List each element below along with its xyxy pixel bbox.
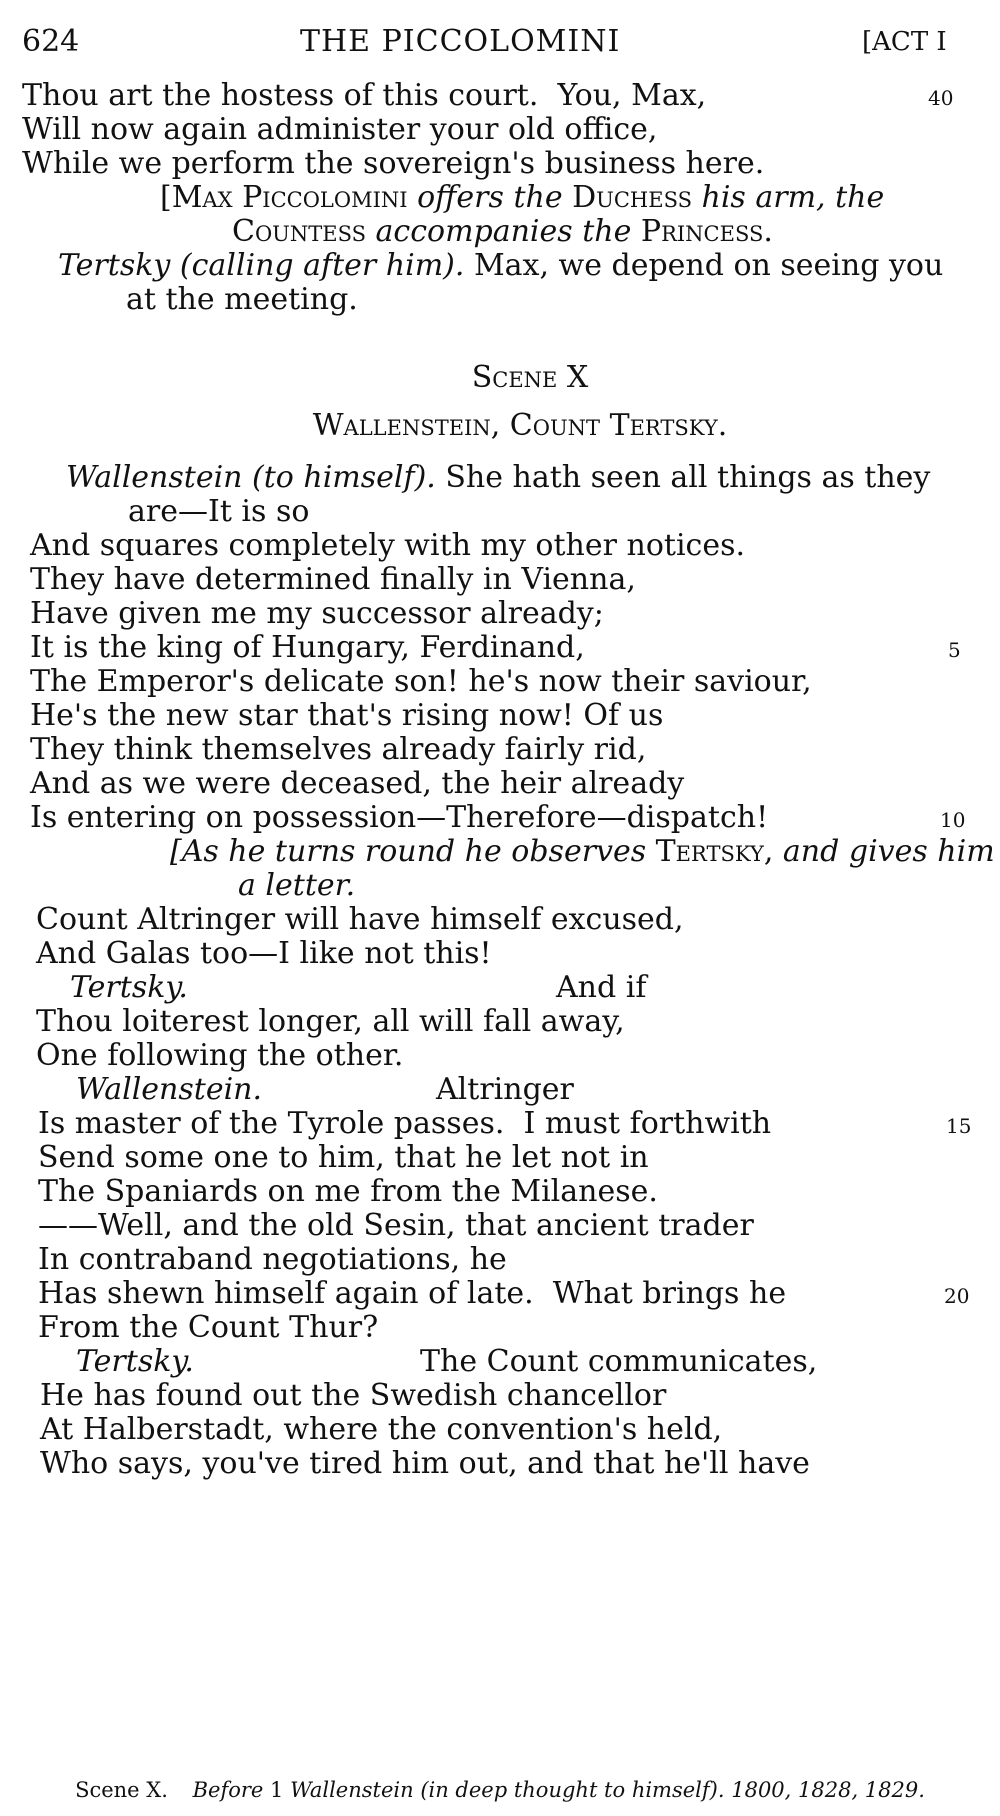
stage-direction: [As he turns round he observes Tertsky, and gives him — [170, 834, 995, 869]
speaker-name: Tertsky (calling after him). — [58, 248, 465, 283]
speech-wallenstein: Wallenstein (to himself). She hath seen all things as they — [66, 460, 931, 495]
verse-line: at the meeting. — [126, 282, 358, 317]
stage-direction: [Max Piccolomini offers the Duchess his arm, the — [160, 180, 885, 215]
verse-line: are—It is so — [128, 494, 310, 529]
verse-line: ——Well, and the old Sesin, that ancient trader — [38, 1208, 754, 1243]
verse-line: He has found out the Swedish chancellor — [40, 1378, 667, 1413]
verse-line: From the Count Thur? — [38, 1310, 379, 1345]
verse-line: They think themselves already fairly rid, — [30, 732, 647, 767]
verse-line: He's the new star that's rising now! Of us — [30, 698, 664, 733]
verse-line: The Count communicates, — [420, 1344, 818, 1379]
verse-line: And Galas too—I like not this! — [36, 936, 492, 971]
verse-line: They have determined finally in Vienna, — [30, 562, 636, 597]
speaker-name: Tertsky. — [70, 970, 188, 1005]
verse-line: One following the other. — [36, 1038, 404, 1073]
verse-line: Is master of the Tyrole passes. I must forthwith — [38, 1106, 772, 1141]
act-label: [ACT I — [862, 27, 947, 57]
speech-tertsky: Tertsky (calling after him). Max, we depend on seeing you — [58, 248, 944, 283]
verse-line: The Spaniards on me from the Milanese. — [38, 1174, 658, 1209]
speaker-name: Tertsky. — [76, 1344, 194, 1379]
line-number: 5 — [948, 638, 961, 662]
verse-line: And squares completely with my other notices. — [30, 528, 746, 563]
speaker-name: Wallenstein (to himself). — [66, 460, 436, 495]
line-number: 15 — [946, 1114, 972, 1138]
stage-direction-cont: Countess accompanies the Princess. — [232, 214, 773, 249]
verse-line: And as we were deceased, the heir already — [30, 766, 685, 801]
verse-line: And if — [556, 970, 647, 1005]
verse-line: Have given me my successor already; — [30, 596, 604, 631]
line-number: 20 — [944, 1284, 970, 1308]
verse-line: Is entering on possession—Therefore—dispatch! — [30, 800, 769, 835]
verse-line: At Halberstadt, where the convention's held, — [40, 1412, 723, 1447]
verse-line: Thou art the hostess of this court. You, Max, — [22, 78, 707, 113]
verse-line: Has shewn himself again of late. What brings he — [38, 1276, 787, 1311]
scene-cast: Wallenstein, Count Tertsky. — [312, 408, 728, 443]
verse-line: Altringer — [436, 1072, 574, 1107]
footnote: Scene X. Before 1 Wallenstein (in deep thought to himself). 1800, 1828, 1829. — [75, 1778, 925, 1802]
scene-title: Scene X — [471, 360, 589, 395]
line-number: 40 — [928, 86, 954, 110]
page-number: 624 — [22, 24, 80, 59]
verse-line: It is the king of Hungary, Ferdinand, — [30, 630, 585, 665]
verse-line: Will now again administer your old office, — [22, 112, 658, 147]
verse-line: Send some one to him, that he let not in — [38, 1140, 649, 1175]
verse-line: Thou loiterest longer, all will fall away, — [36, 1004, 625, 1039]
speaker-name: Wallenstein. — [76, 1072, 263, 1107]
running-title: THE PICCOLOMINI — [300, 24, 621, 59]
verse-line: Count Altringer will have himself excused, — [36, 902, 684, 937]
stage-direction-cont: a letter. — [238, 868, 356, 903]
verse-line: While we perform the sovereign's business here. — [22, 146, 765, 181]
verse-line: In contraband negotiations, he — [38, 1242, 507, 1277]
verse-line: The Emperor's delicate son! he's now their saviour, — [30, 664, 812, 699]
verse-line: Who says, you've tired him out, and that he'll have — [40, 1446, 810, 1481]
line-number: 10 — [940, 808, 966, 832]
